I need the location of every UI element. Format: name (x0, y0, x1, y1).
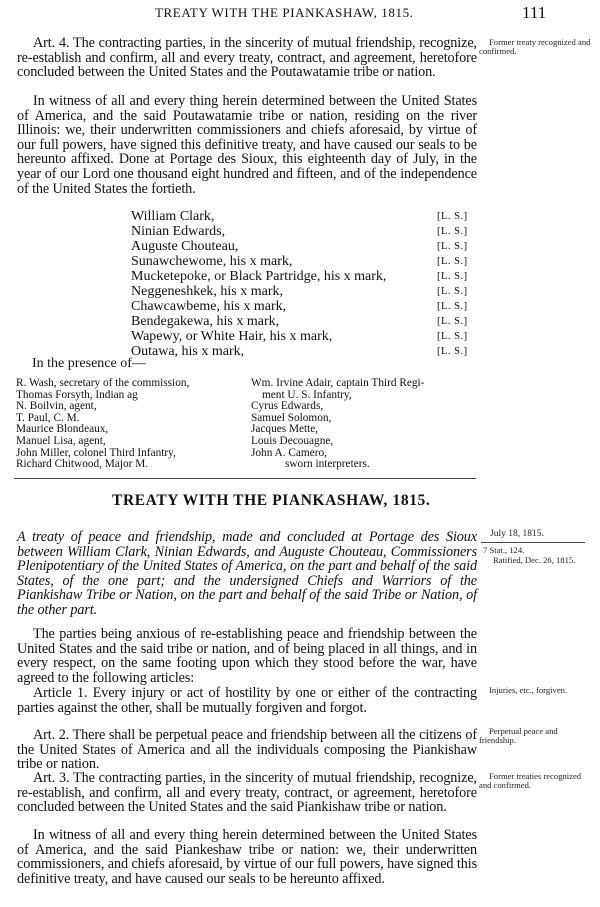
seal-mark: [L. S.] (437, 331, 468, 342)
witness-line: R. Wash, secretary of the commission, (16, 377, 190, 389)
seal-mark: [L. S.] (437, 286, 468, 297)
witness-line: Louis Decouagne, (251, 434, 334, 447)
intro-paragraph: The parties being anxious of re-establishing peace and friendship between the United States and the said tribe or nation, and of being placed in all things, and in every respect, on the same footing upon which they stood before the war, have agreed to the following articles: (17, 626, 477, 686)
seal-mark: [L. S.] (437, 316, 468, 327)
margin-note-former-treaty: Former treaty recognized and confirmed. (479, 37, 591, 56)
signatory-name: Ninian Edwards, (131, 224, 226, 239)
witness-line: ment U. S. Infantry, (262, 388, 352, 401)
running-header: TREATY WITH THE PIANKASHAW, 1815. (155, 5, 414, 20)
witness-line: sworn interpreters. (285, 458, 370, 471)
witness-line: N. Boilvin, agent, (16, 400, 97, 413)
witness-paragraph-second: In witness of all and every thing herein determined between the United States of America, and the said Piankeshaw tribe or nation: we, their underwritten commissioners, and chiefs aforesaid, by virtue of our full powers, have signed this definitive treaty, and have caused our seals to be hereunto affixed. (17, 827, 477, 887)
witness-line: Manuel Lisa, agent, (16, 434, 106, 447)
article-4-paragraph: Art. 4. The contracting parties, in the sincerity of mutual friendship, recognize, re-establish and confirm, all and every treaty, contract, and agreement, heretofore concluded between the United States and the Poutawatamie tribe or nation. (17, 35, 477, 81)
seal-mark: [L. S.] (437, 346, 468, 357)
second-treaty-column (17, 0, 477, 907)
margin-note-stat: 7 Stat., 124. (483, 545, 525, 555)
signatory-name: Sunawchewome, his x mark, (131, 254, 293, 269)
signatory-name: Chawcawbeme, his x mark, (131, 299, 287, 314)
witness-line: Samuel Solomon, (251, 411, 332, 424)
margin-note-injuries: Injuries, etc., forgiven. (489, 685, 568, 695)
seal-mark: [L. S.] (437, 271, 468, 282)
signatory-name: Outawa, his x mark, (131, 344, 245, 359)
article-2-paragraph: Art. 2. There shall be perpetual peace and friendship between all the citizens of the United States of America and all the individuals composing the Piankishaw tribe or nation. (17, 727, 477, 773)
seal-mark: [L. S.] (437, 211, 468, 222)
seal-mark: [L. S.] (437, 241, 468, 252)
margin-note-former-treaties: Former treaties recognized and confirmed. (479, 771, 582, 790)
treaty-preamble: A treaty of peace and friendship, made and concluded at Portage des Sioux between William Clark, Ninian Edwards, and Auguste Chouteau, Commissioners Plenipotentiary of the United States of America, on the part and behalf of the said States, of the one part; and the undersigned Chiefs and Warriors of the Piankishaw Tribe or Nation, on the part and behalf of the said Tribe or Nation, of the other part. (17, 529, 477, 618)
witness-line: T. Paul, C. M. (16, 411, 80, 424)
treaty-title: TREATY WITH THE PIANKASHAW, 1815. (112, 492, 431, 509)
signatory-name: Bendegakewa, his x mark, (131, 314, 280, 329)
signatory-name: Wapewy, or White Hair, his x mark, (131, 329, 333, 344)
witness-line: John A. Camero, (251, 446, 327, 459)
signatory-name: Auguste Chouteau, (131, 239, 239, 254)
page-number: 111 (522, 3, 547, 22)
witness-line: Richard Chitwood, Major M. (16, 458, 149, 471)
signatory-name: William Clark, (131, 209, 215, 224)
margin-date-rule (481, 542, 585, 543)
article-1-paragraph: Article 1. Every injury or act of hostility by one or either of the contracting parties against the other, shall be mutually forgiven and forgot. (17, 685, 477, 716)
witness-line: Jacques Mette, (251, 423, 319, 436)
witness-line: John Miller, colonel Third Infantry, (16, 446, 176, 459)
signatory-name: Neggeneshkek, his x mark, (131, 284, 284, 299)
seal-mark: [L. S.] (437, 226, 468, 237)
margin-note-date: July 18, 1815. (490, 529, 544, 539)
witness-line: Cyrus Edwards, (251, 400, 324, 413)
margin-note-ratified: Ratified, Dec. 26, 1815. (493, 555, 576, 565)
seal-mark: [L. S.] (437, 256, 468, 267)
signatory-name: Mucketepoke, or Black Partridge, his x mark, (131, 269, 387, 284)
witness-line: Maurice Blondeaux, (16, 423, 109, 436)
presence-label: In the presence of— (32, 356, 146, 371)
witness-line: Thomas Forsyth, Indian ag (16, 388, 138, 401)
margin-note-peace: Perpetual peace and friendship. (479, 726, 558, 745)
article-3-paragraph: Art. 3. The contracting parties, in the sincerity of mutual friendship, recognize, re-establish, and confirm, all and every treaty, contract, or agreement, heretofore concluded between the United States and the said Piankishaw tribe or nation. (17, 770, 477, 816)
witness-line: Wm. Irvine Adair, captain Third Regi- (251, 377, 425, 389)
seal-mark: [L. S.] (437, 301, 468, 312)
witness-paragraph-first: In witness of all and every thing herein determined between the United States of America, and the said Poutawatamie tribe or nation, residing on the river Illinois: we, their underwritten commissioners and chiefs aforesaid, by virtue of our full powers, have signed this definitive treaty, and have caused our seals to be hereunto affixed. Done at Portage des Sioux, this eighteenth day of July, in the year of our Lord one thousand eight hundred and fifteen, and of the independence of the United States the fortieth. (17, 93, 477, 197)
